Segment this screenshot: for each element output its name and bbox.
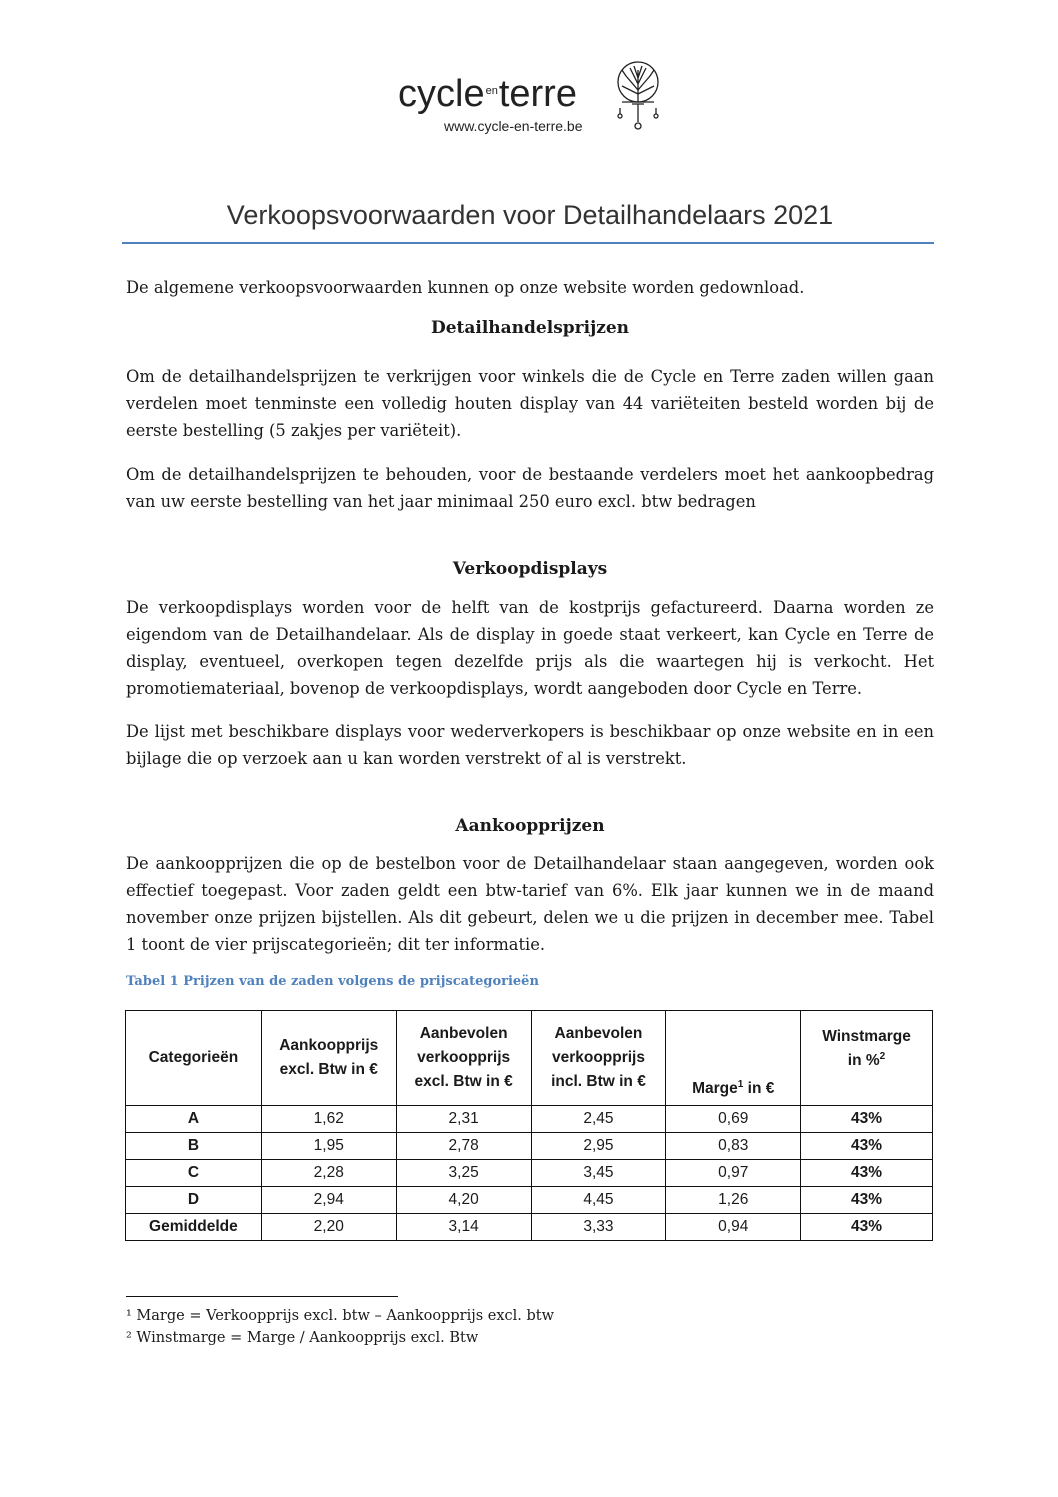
paragraph-verkoopdisplays-1: De verkoopdisplays worden voor de helft van de kostprijs gefactureerd. Daarna worden ze eigendom van de Detailhandelaar. Als de display in goede staat verkeert, kan Cycle en Terre de display, eventueel, overkopen tegen dezelfde prijs als die waartegen hij is verkocht. Het promotiemateriaal, bovenop de verkoopdisplays, wordt aangeboden door Cycle en Terre. — [126, 598, 934, 698]
table-row — [126, 1160, 933, 1187]
logo-wordmark: cycle$^{en}$terre — [398, 73, 577, 115]
cell-marge: 0,83 — [666, 1133, 801, 1160]
cell-verkoopprijs-excl: 3,14 — [396, 1214, 531, 1241]
cell-category: B — [126, 1133, 262, 1160]
cell-verkoopprijs-incl: 3,45 — [531, 1160, 666, 1187]
cell-aankoopprijs: 1,95 — [261, 1133, 396, 1160]
cell-aankoopprijs: 2,28 — [261, 1160, 396, 1187]
cell-marge: 1,26 — [666, 1187, 801, 1214]
table-row — [126, 1106, 933, 1133]
cell-winstmarge: 43% — [801, 1160, 933, 1187]
cell-verkoopprijs-excl: 4,20 — [396, 1187, 531, 1214]
page-title: Verkoopsvoorwaarden voor Detailhandelaars 2021 — [226, 200, 834, 230]
cell-verkoopprijs-excl: 2,31 — [396, 1106, 531, 1133]
header-verkoopprijs-excl: Aanbevolen verkoopprijs excl. Btw in € — [396, 1011, 531, 1106]
cell-verkoopprijs-incl: 3,33 — [531, 1214, 666, 1241]
cell-winstmarge: 43% — [801, 1106, 933, 1133]
cell-aankoopprijs: 2,94 — [261, 1187, 396, 1214]
intro-paragraph: De algemene verkoopsvoorwaarden kunnen op onze website worden gedownload. — [126, 278, 805, 297]
cell-winstmarge: 43% — [801, 1187, 933, 1214]
header-winstmarge: Winstmarge in %$^2$ — [801, 1011, 933, 1106]
table-row — [126, 1214, 933, 1241]
cell-aankoopprijs: 2,20 — [261, 1214, 396, 1241]
cell-verkoopprijs-incl: 4,45 — [531, 1187, 666, 1214]
header-verkoopprijs-incl: Aanbevolen verkoopprijs incl. Btw in € — [531, 1011, 666, 1106]
paragraph-verkoopdisplays-2: De lijst met beschikbare displays voor wederverkopers is beschikbaar op onze website en in een bijlage die op verzoek aan u kan worden verstrekt of al is verstrekt. — [126, 722, 934, 768]
cycle-en-terre-logo — [398, 60, 662, 140]
footnote-2: ² Winstmarge = Marge / Aankoopprijs excl. Btw — [126, 1330, 479, 1346]
cell-verkoopprijs-excl: 2,78 — [396, 1133, 531, 1160]
tree-icon — [614, 60, 662, 136]
paragraph-detailhandelsprijzen-1: Om de detailhandelsprijzen te verkrijgen voor winkels die de Cycle en Terre zaden willen gaan verdelen moet tenminste een volledig houten display van 44 variëteiten besteld worden bij de eerste bestelling (5 zakjes per variëteit). — [126, 367, 934, 440]
table-header-row — [126, 1011, 933, 1106]
cell-aankoopprijs: 1,62 — [261, 1106, 396, 1133]
header-categorieen: Categorieën — [126, 1011, 262, 1106]
heading-aankoopprijzen: Aankoopprijzen — [455, 816, 605, 836]
table-row — [126, 1133, 933, 1160]
cell-marge: 0,69 — [666, 1106, 801, 1133]
cell-category: C — [126, 1160, 262, 1187]
cell-marge: 0,94 — [666, 1214, 801, 1241]
cell-winstmarge: 43% — [801, 1214, 933, 1241]
title-underline — [122, 242, 934, 244]
cell-category: D — [126, 1187, 262, 1214]
heading-detailhandelsprijzen: Detailhandelsprijzen — [430, 318, 630, 338]
cell-marge: 0,97 — [666, 1160, 801, 1187]
table-row — [126, 1187, 933, 1214]
footnote-separator — [126, 1296, 398, 1297]
cell-verkoopprijs-excl: 3,25 — [396, 1160, 531, 1187]
header-marge: Marge$^1$ in € — [666, 1011, 801, 1106]
cell-verkoopprijs-incl: 2,45 — [531, 1106, 666, 1133]
logo-url: www.cycle-en-terre.be — [444, 118, 583, 134]
paragraph-detailhandelsprijzen-2: Om de detailhandelsprijzen te behouden, voor de bestaande verdelers moet het aankoopbedrag van uw eerste bestelling van het jaar minimaal 250 euro excl. btw bedragen — [126, 465, 934, 511]
footnote-1: ¹ Marge = Verkoopprijs excl. btw – Aankoopprijs excl. btw — [126, 1308, 555, 1324]
heading-verkoopdisplays: Verkoopdisplays — [452, 559, 608, 579]
header-aankoopprijs: Aankoopprijs excl. Btw in € — [261, 1011, 396, 1106]
paragraph-aankoopprijzen: De aankoopprijzen die op de bestelbon voor de Detailhandelaar staan aangegeven, worden ook effectief toegepast. Voor zaden geldt een btw-tarief van 6%. Elk jaar kunnen we in de maand november onze prijzen bijstellen. Als dit gebeurt, delen we u die prijzen in december mee. Tabel 1 toont de vier prijscategorieën; dit ter informatie. — [126, 854, 934, 954]
cell-category: Gemiddelde — [126, 1214, 262, 1241]
cell-category: A — [126, 1106, 262, 1133]
price-table — [125, 1010, 933, 1241]
table-caption: Tabel 1 Prijzen van de zaden volgens de prijscategorieën — [126, 974, 539, 989]
cell-winstmarge: 43% — [801, 1133, 933, 1160]
cell-verkoopprijs-incl: 2,95 — [531, 1133, 666, 1160]
